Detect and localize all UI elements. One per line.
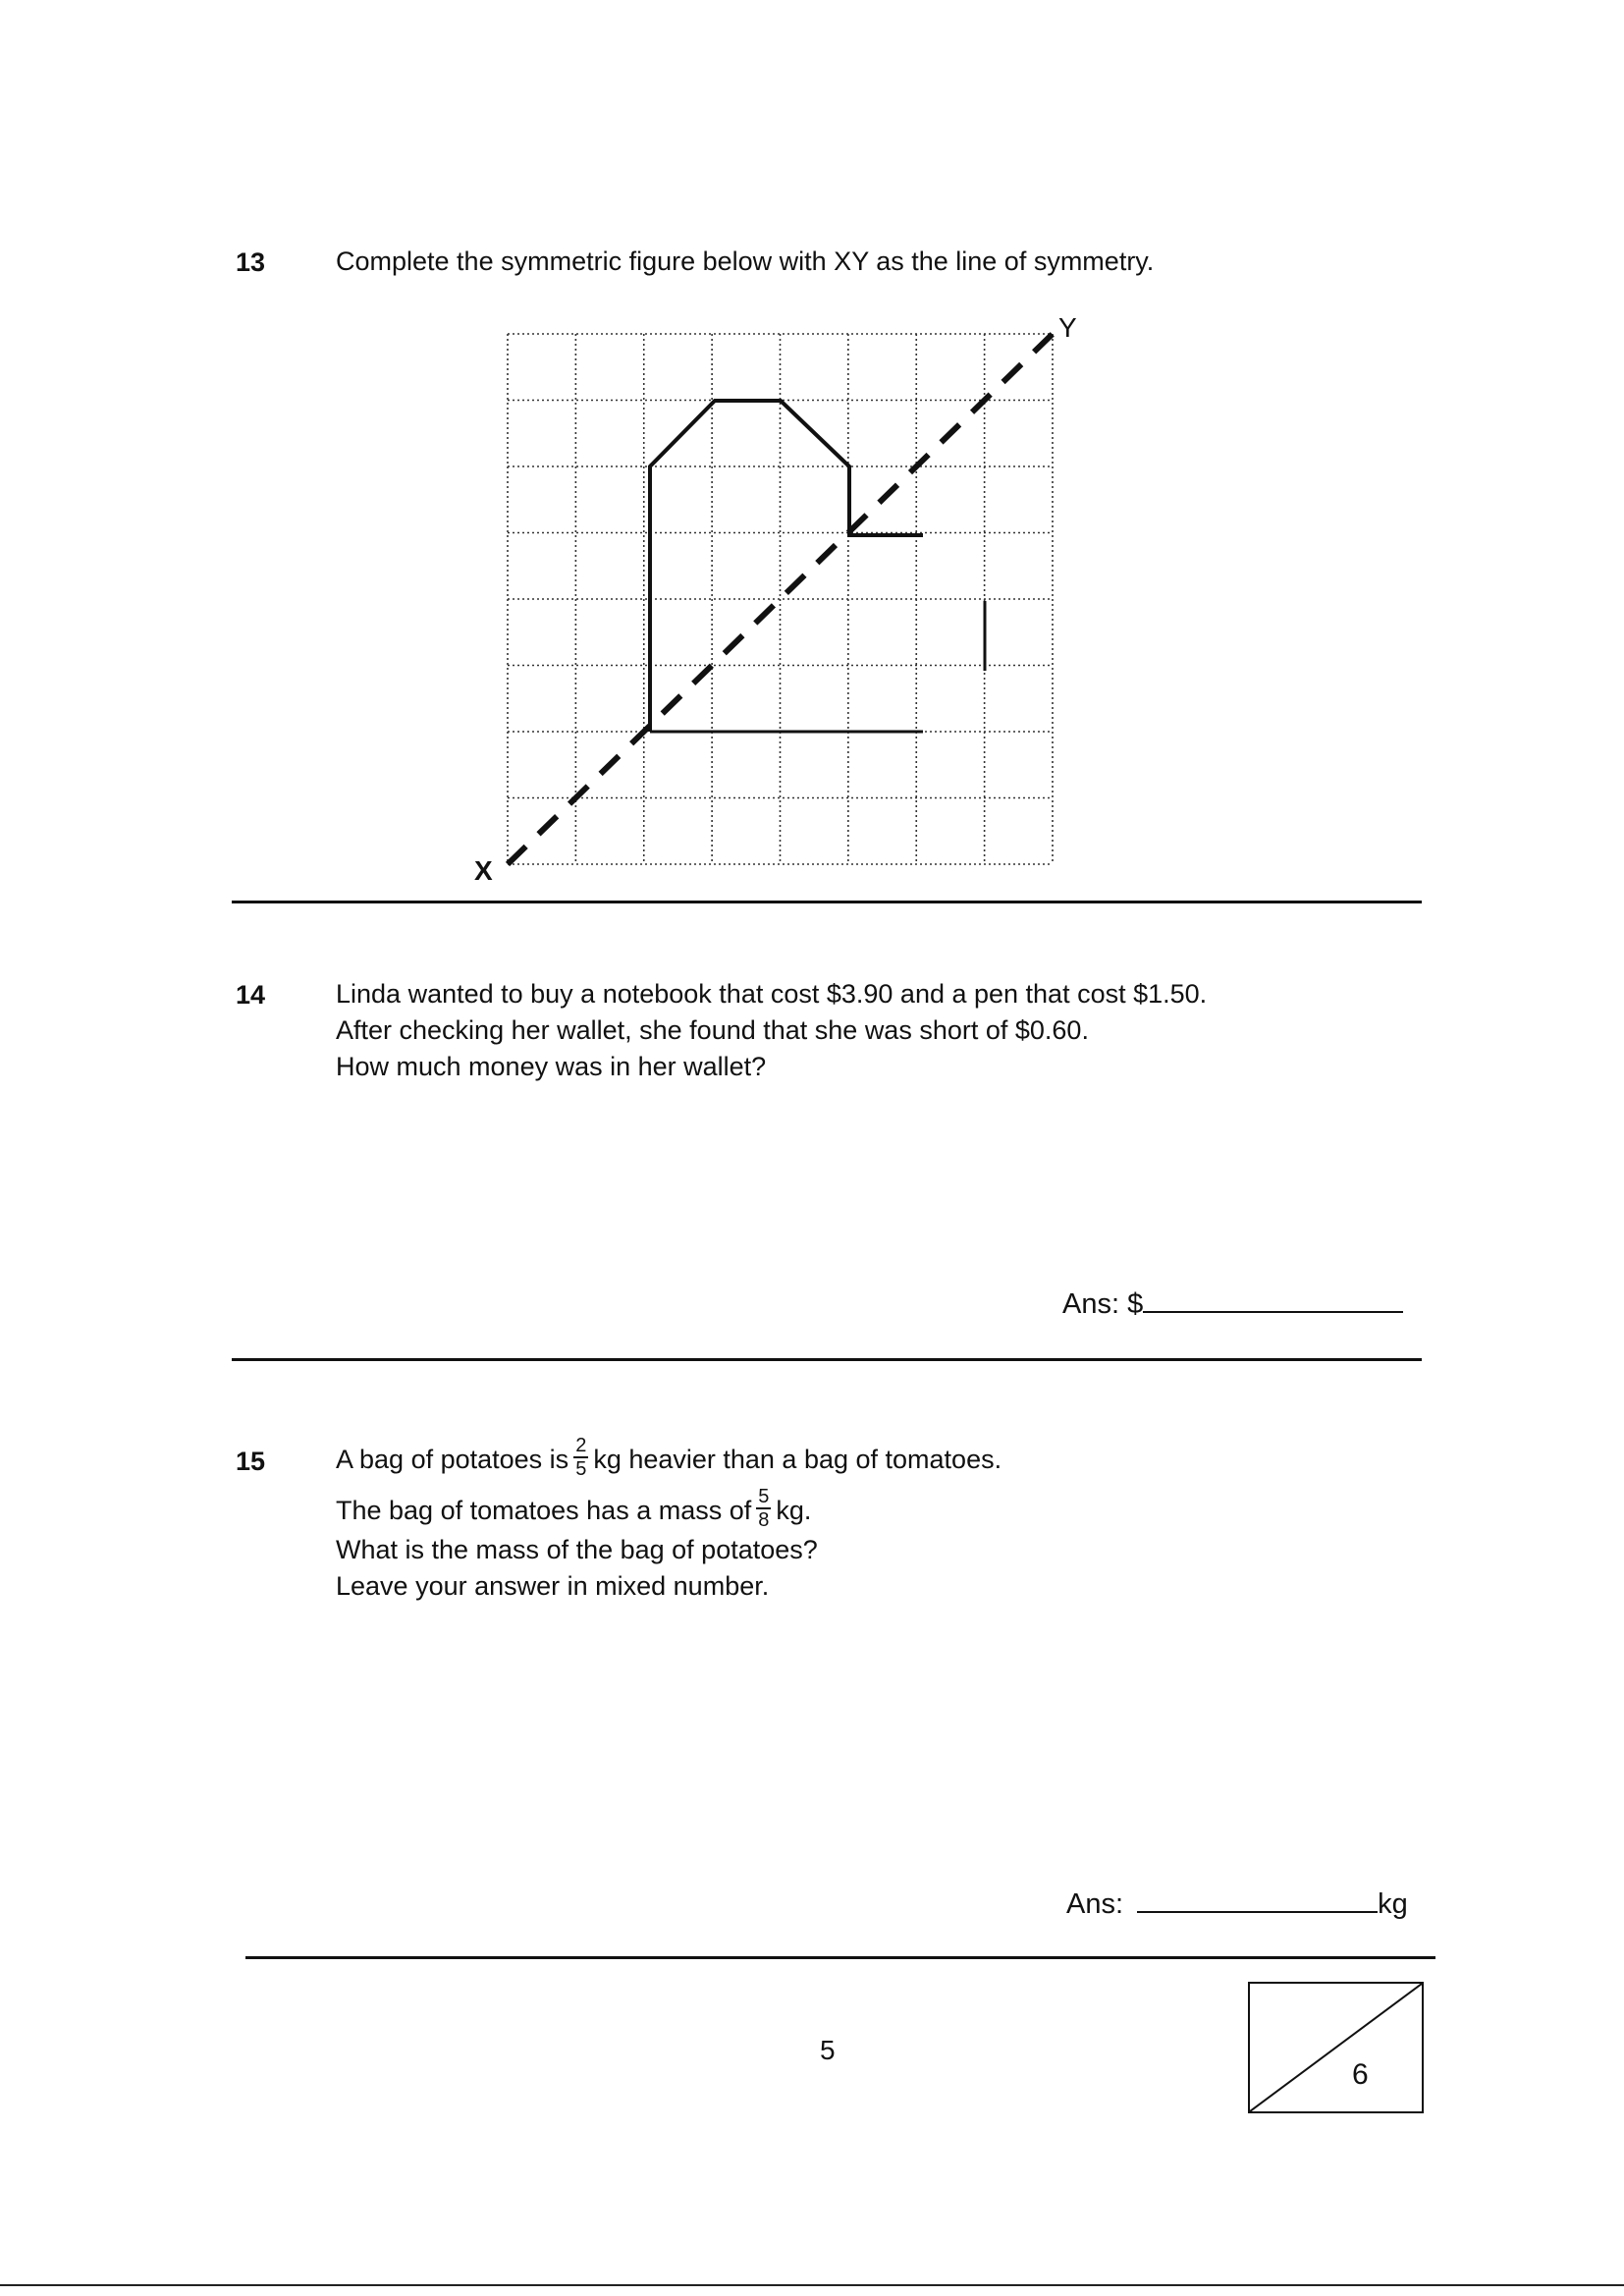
- score-box-diagonal: [1250, 1984, 1422, 2111]
- question-13-prompt: Complete the symmetric figure below with XY as the line of symmetry.: [336, 246, 1155, 276]
- question-15-answer: [1066, 1888, 1408, 1921]
- question-15-answer-blank[interactable]: [1137, 1889, 1378, 1913]
- question-15-number: 15: [236, 1447, 266, 1476]
- question-14-answer: [1062, 1288, 1403, 1321]
- page-number: 5: [820, 2035, 836, 2065]
- score-box: [1248, 1982, 1424, 2113]
- score-value: 6: [1352, 2058, 1369, 2091]
- question-13-number: 13: [236, 247, 266, 277]
- question-15-line-2: The bag of tomatoes has a mass of $\frac{5}{8}$ kg.: [336, 1485, 812, 1531]
- label-y: Y: [1058, 312, 1077, 343]
- question-14-line-1: Linda wanted to buy a notebook that cost $3.90 and a pen that cost $1.50.: [336, 979, 1208, 1009]
- question-15-line-3: What is the mass of the bag of potatoes?: [336, 1535, 818, 1564]
- question-15-answer-label: Ans:: [1066, 1888, 1124, 1920]
- section-divider-1: [232, 901, 1422, 903]
- question-15-text: [336, 1434, 1001, 1536]
- question-14-line-3: How much money was in her wallet?: [336, 1052, 767, 1081]
- label-x: X: [474, 855, 493, 886]
- fraction-two-fifths: $\frac{2}{5}$: [575, 1434, 587, 1480]
- question-14-text: [336, 976, 1207, 1085]
- question-15-line-1: A bag of potatoes is $\frac{2}{5}$ kg heavier than a bag of tomatoes.: [336, 1434, 1002, 1480]
- given-figure-outline: [650, 401, 923, 732]
- page-bottom-edge: [0, 2284, 1624, 2286]
- question-15-line-4: Leave your answer in mixed number.: [336, 1571, 770, 1601]
- question-13-text: [336, 244, 1154, 280]
- section-divider-2: [232, 1358, 1422, 1361]
- question-15-answer-unit: kg: [1378, 1888, 1408, 1920]
- question-15-text-continued: [336, 1532, 818, 1605]
- fraction-five-eighths: $\frac{5}{8}$: [758, 1485, 770, 1531]
- symmetry-grid-figure: [471, 309, 1080, 889]
- question-14-line-2: After checking her wallet, she found that she was short of $0.60.: [336, 1015, 1089, 1045]
- section-divider-3: [245, 1956, 1435, 1959]
- question-14-number: 14: [236, 980, 266, 1010]
- question-14-answer-label: Ans: $: [1062, 1288, 1144, 1320]
- question-14-answer-blank[interactable]: [1143, 1289, 1403, 1313]
- dotted-grid: [508, 334, 1053, 864]
